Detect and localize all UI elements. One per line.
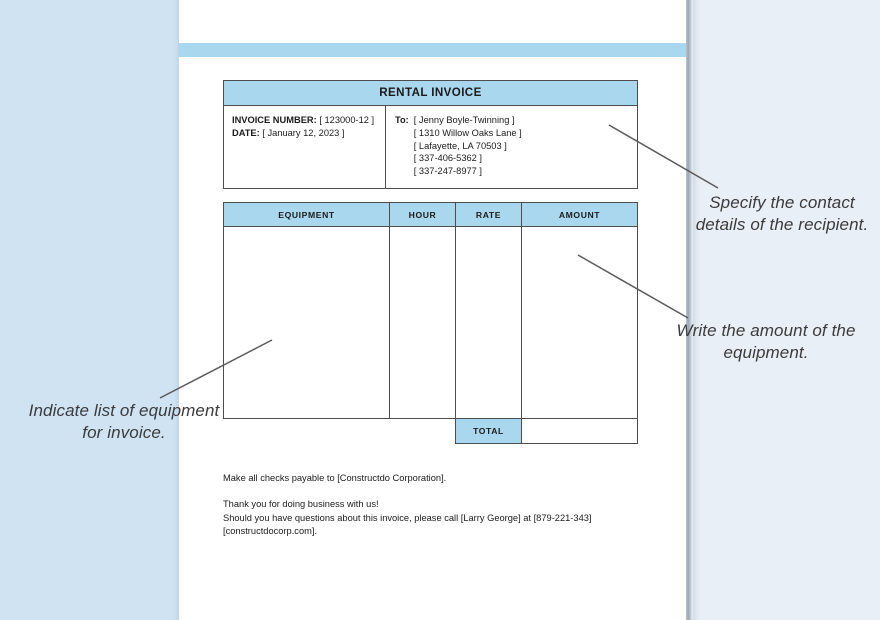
invoice-number-label: INVOICE NUMBER: <box>232 115 317 125</box>
annotation-contact-details: Specify the contact details of the recipient. <box>695 193 869 234</box>
leader-line-amount <box>578 255 688 318</box>
leader-line-equipment <box>160 340 272 398</box>
column-header-amount: AMOUNT <box>558 209 601 220</box>
column-header-equipment: EQUIPMENT <box>224 203 390 226</box>
recipient-to-label: To: <box>395 115 409 125</box>
total-label: TOTAL <box>456 419 522 443</box>
column-header-hour: HOUR <box>390 203 456 226</box>
annotation-amount: Write the amount of the equipment. <box>676 321 856 362</box>
invoice-number-value: [ 123000-12 ] <box>319 115 375 125</box>
footer-questions-line: Should you have questions about this invoice, please call [Larry George] at [879-221-343] <box>223 512 592 523</box>
annotation-equipment-list: Indicate list of equipment for invoice. <box>28 401 220 442</box>
invoice-date-label: DATE: <box>232 128 260 138</box>
recipient-address-line: [ Lafayette, LA 70503 ] <box>413 140 507 151</box>
column-header-rate: RATE <box>456 203 522 226</box>
recipient-address-line: [ 337-406-5362 ] <box>413 153 482 164</box>
recipient-address-line: [ Jenny Boyle-Twinning ] <box>413 115 515 125</box>
footer-thanks-line: Thank you for doing business with us! <box>223 499 379 510</box>
recipient-address-line: [ 337-247-8977 ] <box>413 166 482 177</box>
footer-payable-line: Make all checks payable to [Constructdo Corporation]. <box>223 473 447 483</box>
invoice-title: RENTAL INVOICE <box>224 81 637 106</box>
leader-line-contact <box>609 125 718 188</box>
footer-website-line: [constructdocorp.com]. <box>223 526 318 537</box>
recipient-address-line: [ 1310 Willow Oaks Lane ] <box>413 127 522 138</box>
invoice-date-value: [ January 12, 2023 ] <box>262 128 345 138</box>
